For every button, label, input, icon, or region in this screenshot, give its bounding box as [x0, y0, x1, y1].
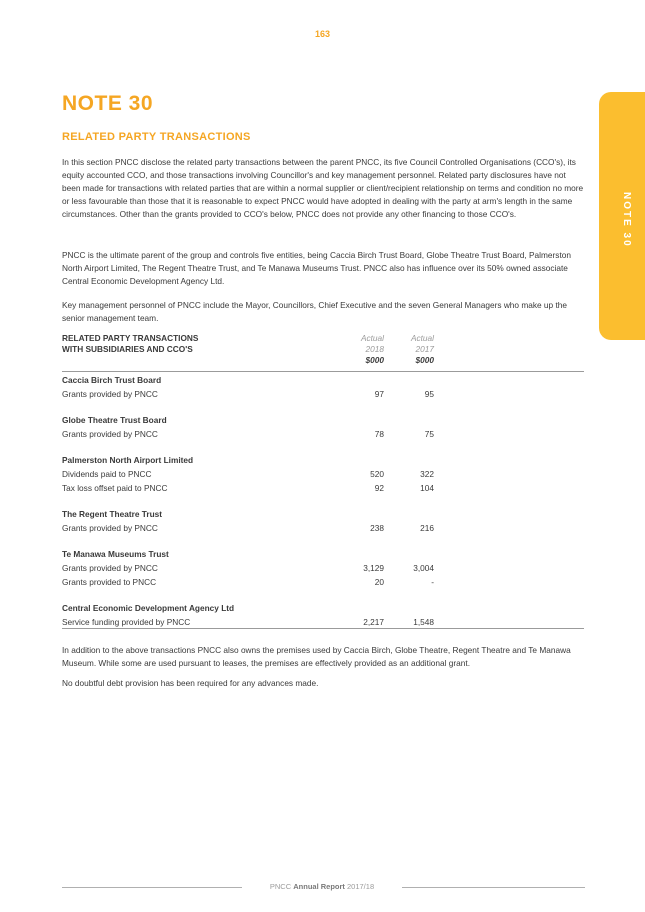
- value-2018: 20: [374, 577, 384, 587]
- column-header-2017: [384, 333, 434, 366]
- row-label: Service funding provided by PNCC: [62, 617, 191, 627]
- footer-org: PNCC: [269, 882, 292, 891]
- value-2017: 322: [420, 469, 434, 479]
- value-2018: 238: [370, 523, 384, 533]
- group-heading: Caccia Birch Trust Board: [62, 375, 162, 385]
- table-row: [62, 429, 584, 442]
- footer-year: 2017/18: [347, 882, 375, 891]
- column-year: 2017: [415, 344, 434, 354]
- group-heading: The Regent Theatre Trust: [62, 509, 163, 519]
- group-heading: Central Economic Development Agency Ltd: [62, 603, 235, 613]
- row-label: Grants provided to PNCC: [62, 577, 157, 587]
- side-tab-label: NOTE 30: [621, 192, 632, 248]
- key-management-paragraph: Key management personnel of PNCC include the Mayor, Councillors, Chief Executive and the seven General Managers who make up the senior management team.: [62, 300, 567, 323]
- note-title: NOTE 30: [62, 92, 154, 115]
- page-number: 163: [314, 29, 331, 39]
- column-header-2018: [334, 333, 384, 366]
- value-2017: 95: [424, 389, 434, 399]
- value-2017: 216: [420, 523, 434, 533]
- group-heading: Palmerston North Airport Limited: [62, 455, 194, 465]
- row-label: Grants provided by PNCC: [62, 523, 158, 533]
- table-row: [62, 389, 584, 402]
- row-label: Grants provided by PNCC: [62, 429, 158, 439]
- column-year: 2018: [365, 344, 384, 354]
- group-structure-paragraph: PNCC is the ultimate parent of the group and controls five entities, being Caccia Birch Trust Board, Globe Theatre Trust Board, Palmerston North Airport Limited, The Regent Theatre Trust, and Te Manawa Museums Trust. PNCC also has influence over its 50% owned associate Central Economic Development Agency Ltd.: [62, 250, 571, 286]
- value-2017: 75: [424, 429, 434, 439]
- table-title: [62, 333, 198, 355]
- value-2018: 520: [370, 469, 384, 479]
- table-row: [62, 523, 584, 536]
- value-2017: 104: [420, 483, 434, 493]
- intro-paragraph: In this section PNCC disclose the related party transactions between the parent PNCC, its five Council Controlled Organisations (CCO's), its equity accounted CCO, and those transactions involving Councillor's and key management personnel. Related party disclosures have not been made for transactions with related parties that are within a normal supplier or client/recipient relationship on terms and condition no more or less favourable than those that it is reasonable to expect PNCC would have adopted in dealing with the party at arm's length in the same circumstances. Other than the grants provided to CCO's below, PNCC does not provide any other financing to those CCO's.: [62, 157, 584, 219]
- value-2018: 78: [374, 429, 384, 439]
- table-title-line2: WITH SUBSIDIARIES AND CCO'S: [62, 344, 193, 354]
- table-row: [62, 469, 584, 482]
- value-2017: 3,004: [413, 563, 434, 573]
- footer-report: Annual Report: [293, 882, 345, 891]
- table-row: [62, 483, 584, 496]
- table-row: [62, 563, 584, 576]
- footer: [242, 882, 402, 891]
- table-title-line1: RELATED PARTY TRANSACTIONS: [62, 333, 199, 343]
- section-title: RELATED PARTY TRANSACTIONS: [62, 131, 251, 143]
- doubtful-debt-paragraph: No doubtful debt provision has been required for any advances made.: [62, 678, 319, 688]
- value-2018: 97: [374, 389, 384, 399]
- row-label: Grants provided by PNCC: [62, 563, 158, 573]
- premises-paragraph: In addition to the above transactions PNCC also owns the premises used by Caccia Birch, Globe Theatre, Regent Theatre and Te Manawa Museum. While some are used pursuant to leases, the premises are effectively provided as an additional grant.: [62, 645, 571, 668]
- value-2018: 3,129: [363, 563, 384, 573]
- value-2017: 1,548: [413, 617, 434, 627]
- footer-rule-right: [402, 887, 585, 888]
- value-2017: -: [431, 577, 434, 587]
- footer-rule-left: [62, 887, 242, 888]
- group-heading: Te Manawa Museums Trust: [62, 549, 169, 559]
- column-unit: $000: [415, 355, 434, 365]
- value-2018: 92: [374, 483, 384, 493]
- table-row: [62, 577, 584, 590]
- value-2018: 2,217: [363, 617, 384, 627]
- column-unit: $000: [365, 355, 384, 365]
- column-label: Actual: [410, 333, 434, 343]
- row-label: Dividends paid to PNCC: [62, 469, 152, 479]
- table-header: [62, 333, 584, 369]
- group-heading: Globe Theatre Trust Board: [62, 415, 167, 425]
- row-label: Grants provided by PNCC: [62, 389, 158, 399]
- table-top-rule: [62, 371, 584, 372]
- table-bottom-rule: [62, 628, 584, 629]
- row-label: Tax loss offset paid to PNCC: [62, 483, 168, 493]
- column-label: Actual: [360, 333, 384, 343]
